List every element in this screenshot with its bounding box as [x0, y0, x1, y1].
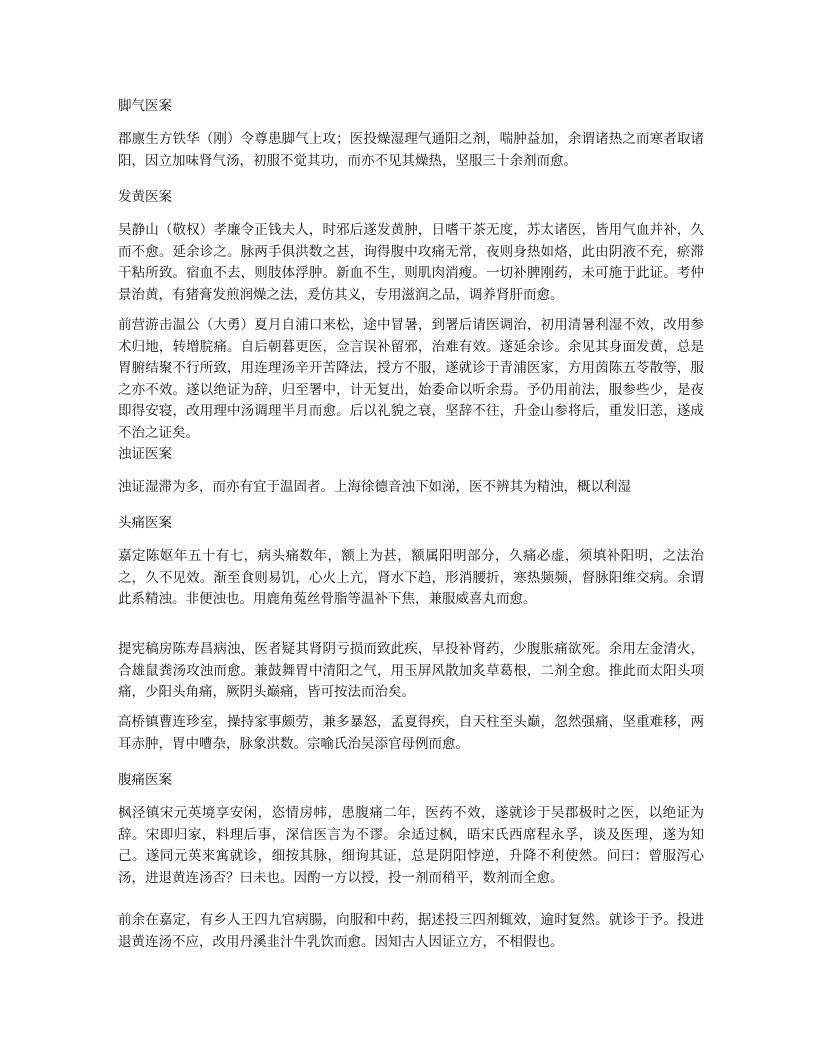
- paragraph: 嘉定陈妪年五十有七，病头痛数年，额上为甚，额属阳明部分，久痛必虚，须填补阳明，之法治之，久不见效。渐至食则易饥，心火上亢，肾水下趋，形消腰折，寒热频频，督脉阳维交病。余谓此系精浊。非便浊也。用鹿角菟丝骨脂等温补下焦，兼服威喜丸而愈。: [118, 548, 704, 608]
- paragraph: 提宪稿房陈寿昌病浊，医者疑其肾阴亏损而致此疾，早投补肾药，少腹胀痛欲死。余用左金清火，合雄鼠粪汤攻浊而愈。兼鼓舞胃中清阳之气，用玉屏风散加炙草葛根，二剂全愈。推此而太阳头项痛，少阳头角痛，厥阴头巅痛，皆可按法而治矣。: [118, 641, 704, 701]
- paragraph: 前余在嘉定，有乡人王四九官病腸，向服和中药，据述投三四剂辄效，逾时复然。就诊于予。投进退黄连汤不应，改用丹溪韭汁牛乳饮而愈。因知古人因证立方，不相假也。: [118, 912, 704, 950]
- section-heading-jiaoqi: 脚气医案: [118, 98, 172, 114]
- section-heading-futong: 腹痛医案: [118, 772, 172, 788]
- paragraph: 高桥镇曹连珍室，操持家事颇劳，兼多暴怒，孟夏得疾，自天柱至头巅，忽然强痛，坚重难移，两耳赤肿，胃中嘈杂，脉象洪数。宗喻氏治吴添官母例而愈。: [118, 714, 704, 752]
- section-heading-toutong: 头痛医案: [118, 515, 172, 531]
- paragraph: 枫泾镇宋元英境享安闲，恣情房帏，患腹痛二年，医药不效，遂就诊于吴郡极时之医，以绝证为辞。宋即归家，料理后事，深信医言为不谬。余适过枫，晤宋氏西席程永孚，谈及医理，遂为知己。遂同元英来寓就诊，细按其脉，细询其证，总是阴阳悖逆，升降不利使然。问曰：曾服泻心汤，进退黄连汤否？曰未也。因酌一方以授，投一剂而稍平，数剂而全愈。: [118, 805, 704, 886]
- paragraph: 郡廪生方铁华（刚）令尊患脚气上攻；医投燥湿理气通阳之剂，喘肿益加，余谓诸热之而寒者取诸阳，因立加味肾气汤，初服不觉其功，而亦不见其燥热，坚服三十余剂而愈。: [118, 131, 704, 169]
- section-heading-fahuang: 发黄医案: [118, 189, 172, 205]
- section-heading-zhuozheng: 浊证医案: [118, 446, 172, 462]
- paragraph: 浊证湿滞为多，而亦有宜于温固者。上海徐德音浊下如涕，医不辨其为精浊，概以利湿: [118, 479, 631, 495]
- paragraph: 前营游击温公（大勇）夏月自浦口来松，途中冒暑，到署后请医调治，初用清暑利湿不效，改用参术归地，转增脘痛。自后朝暮更医，佥言误补留邪，治难有效。遂延余诊。余见其身面发黄，总是胃腑结聚不行所致，用连理汤辛开苦降法，授方不服，遂就诊于青浦医家，方用茵陈五苓散等，服之亦不效。遂以绝证为辞，归至署中，计无复出，始委命以听余焉。予仍用前法，服参些少，是夜即得安寝，改用理中汤调理半月而愈。后以礼貌之衰，坚辞不往，升金山参将后，重发旧恙，遂成不治之证矣。: [118, 317, 704, 441]
- paragraph: 吴静山（敬权）孝廉令正钱夫人，时邪后遂发黄肿，日嗜干茶无度，苏太诸医，皆用气血并补，久而不愈。延余诊之。脉两手俱洪数之甚，询得腹中攻痛无常，夜则身热如烙，此由阴液不充，瘀滞干粘所致。宿血不去，则肢体浮肿。新血不生，则肌肉消瘦。一切补脾刚药，未可施于此证。考仲景治黄，有猪膏发煎润燥之法，爰仿其义，专用滋润之品，调养肾肝而愈。: [118, 222, 704, 303]
